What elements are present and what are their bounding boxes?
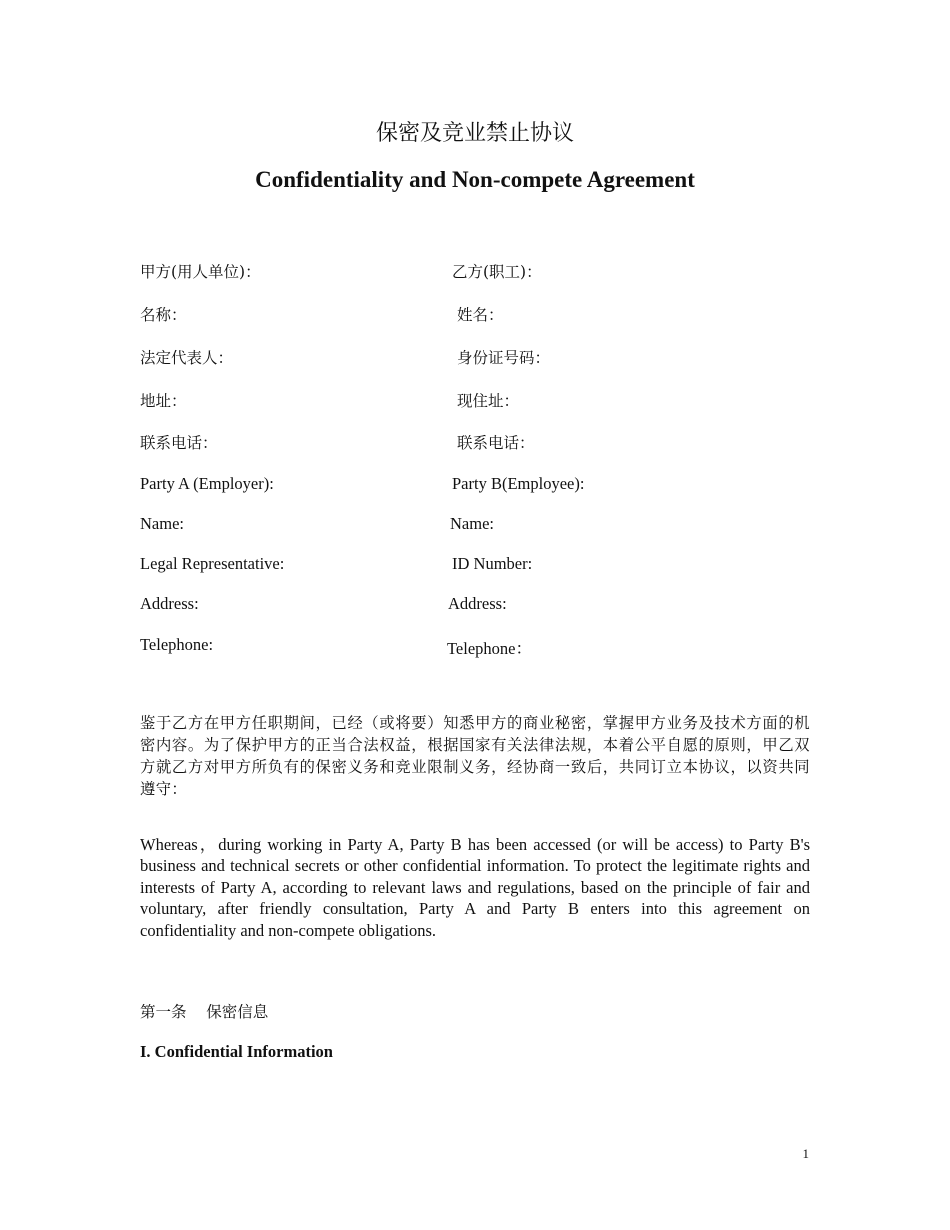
party-b-phone-label-cn: 联系电话： — [457, 434, 535, 452]
party-b-name-label-cn: 姓名： — [457, 306, 504, 324]
party-a-label-cn: 甲方(用人单位)： — [140, 263, 261, 281]
party-a-address-label-cn: 地址： — [140, 392, 187, 410]
party-b-address-label-en: Address: — [448, 594, 507, 613]
party-b-id-label-en: ID Number: — [452, 554, 533, 573]
party-b-phone-label-en: Telephone： — [447, 639, 532, 658]
document-title-chinese: 保密及竞业禁止协议 — [375, 121, 574, 146]
party-a-legal-rep-label-cn: 法定代表人： — [140, 349, 234, 367]
document-title-english: Confidentiality and Non-compete Agreement — [255, 167, 695, 192]
party-a-address-label-en: Address: — [140, 594, 199, 613]
party-a-legal-rep-label-en: Legal Representative: — [140, 554, 285, 573]
preamble-chinese: 鉴于乙方在甲方任职期间，已经（或将要）知悉甲方的商业秘密，掌握甲方业务及技术方面的机密内容。为了保护甲方的正当合法权益，根据国家有关法律法规，本着公平自愿的原则，甲乙双方就乙方对甲方所负有的保密义务和竞业限制义务，经协商一致后，共同订立本协议，以资共同遵守： — [140, 714, 810, 798]
party-a-name-label-cn: 名称： — [140, 306, 187, 324]
party-a-name-label-en: Name: — [140, 514, 184, 533]
party-a-phone-label-en: Telephone: — [140, 635, 214, 654]
party-b-address-label-cn: 现住址： — [457, 392, 520, 410]
party-b-name-label-en: Name: — [450, 514, 494, 533]
preamble-english: Whereas，during working in Party A, Party B has been accessed (or will be access) to Party B's business and technical secrets or other confidential information. To protect the legitimate rights and interests of Party A, according to relevant laws and regulations, based on the principle of fair and voluntary, after friendly consultation, Party A and Party B enters into this agreement on confidentiality and non-compete obligations. — [140, 835, 810, 940]
party-b-label-en: Party B(Employee): — [452, 474, 585, 493]
party-a-label-en: Party A (Employer): — [140, 474, 274, 493]
section-1-heading-chinese: 第一条 保密信息 — [140, 1003, 269, 1021]
party-a-phone-label-cn: 联系电话： — [140, 434, 218, 452]
section-1-heading-english: I. Confidential Information — [140, 1042, 333, 1061]
party-b-id-label-cn: 身份证号码： — [457, 349, 551, 367]
party-b-label-cn: 乙方(职工)： — [452, 263, 542, 281]
page-number: 1 — [802, 1146, 809, 1161]
